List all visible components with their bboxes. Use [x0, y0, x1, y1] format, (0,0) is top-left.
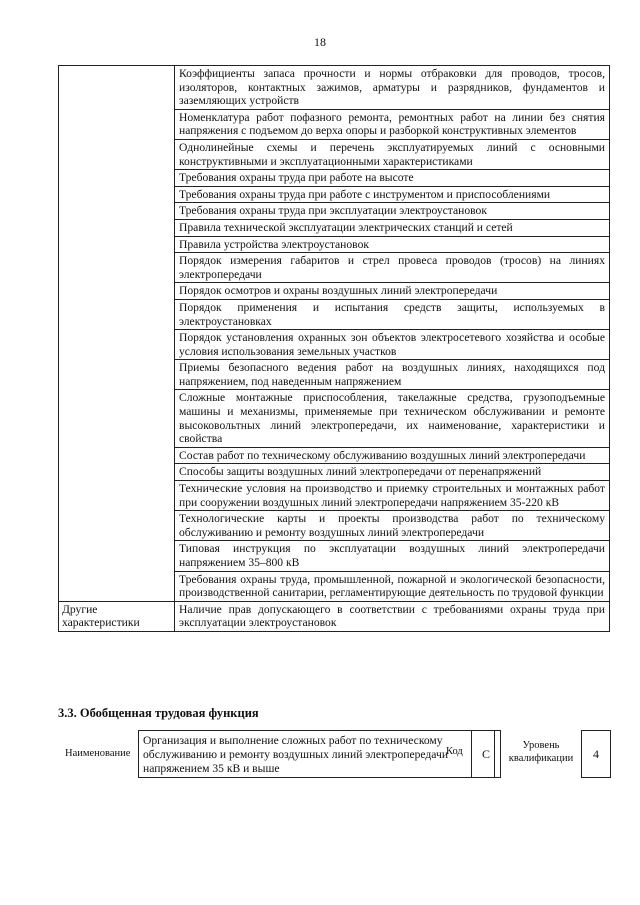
row-category-cell — [59, 170, 175, 187]
row-category-cell — [59, 330, 175, 360]
requirements-table — [58, 65, 610, 632]
table-row — [59, 360, 610, 390]
row-category-cell — [59, 203, 175, 220]
row-category-cell — [59, 283, 175, 300]
row-category-cell — [59, 186, 175, 203]
row-text-cell: Правила устройства электроустановок — [175, 236, 610, 253]
row-category-cell — [59, 481, 175, 511]
row-category-cell: Другие характеристики — [59, 601, 175, 631]
generalized-function-row — [58, 730, 618, 778]
level-label: Уровень квалификации — [508, 740, 574, 764]
table-row — [59, 511, 610, 541]
row-text-cell: Правила технической эксплуатации электрических станций и сетей — [175, 219, 610, 236]
row-category-cell — [59, 109, 175, 139]
table-row — [59, 299, 610, 329]
name-label: Наименование — [65, 748, 131, 759]
row-text-cell: Требования охраны труда при эксплуатации электроустановок — [175, 203, 610, 220]
table-row — [59, 571, 610, 601]
row-category-cell — [59, 299, 175, 329]
table-row — [59, 601, 610, 631]
row-category-cell — [59, 447, 175, 464]
row-text-cell: Состав работ по техническому обслуживанию воздушных линий электропередачи — [175, 447, 610, 464]
row-text-cell: Наличие прав допускающего в соответствии с требованиями охраны труда при эксплуатации электроустановок — [175, 601, 610, 631]
row-text-cell: Порядок применения и испытания средств защиты, используемых в электроустановках — [175, 299, 610, 329]
table-row — [59, 283, 610, 300]
page-number: 18 — [314, 35, 326, 49]
row-text-cell: Порядок измерения габаритов и стрел провеса проводов (тросов) на линиях электропередачи — [175, 253, 610, 283]
level-value-box: 4 — [581, 730, 611, 778]
row-category-cell — [59, 464, 175, 481]
row-text-cell: Порядок установления охранных зон объектов электросетевого хозяйства и особые условия использования земельных участков — [175, 330, 610, 360]
row-text-cell: Способы защиты воздушных линий электропередачи от перенапряжений — [175, 464, 610, 481]
row-text-cell: Приемы безопасного ведения работ на воздушных линиях, находящихся под напряжением, под наведенным напряжением — [175, 360, 610, 390]
section-title: 3.3. Обобщенная трудовая функция — [58, 706, 259, 720]
table-row — [59, 464, 610, 481]
table-row — [59, 139, 610, 169]
table-row — [59, 109, 610, 139]
table-row — [59, 330, 610, 360]
table-row — [59, 390, 610, 447]
table-row — [59, 66, 610, 110]
table-row — [59, 481, 610, 511]
row-text-cell: Требования охраны труда при работе на высоте — [175, 170, 610, 187]
code-label: Код — [446, 746, 463, 757]
row-category-cell — [59, 253, 175, 283]
table-row — [59, 203, 610, 220]
row-category-cell — [59, 360, 175, 390]
row-text-cell: Технические условия на производство и приемку строительных и монтажных работ при сооружении воздушных линий электропередачи напряжением 35-220 кВ — [175, 481, 610, 511]
name-value-box: Организация и выполнение сложных работ по техническому обслуживанию и ремонту воздушных линий электропередачи напряжением 35 кВ и выше — [138, 730, 495, 778]
row-category-cell — [59, 511, 175, 541]
table-row — [59, 236, 610, 253]
row-text-cell: Однолинейные схемы и перечень эксплуатируемых линий с основными конструктивными и эксплуатационными характеристиками — [175, 139, 610, 169]
code-value-box: С — [471, 730, 501, 778]
row-text-cell: Требования охраны труда, промышленной, пожарной и экологической безопасности, производственной санитарии, регламентирующие деятельность по трудовой функции — [175, 571, 610, 601]
table-row — [59, 186, 610, 203]
row-text-cell: Порядок осмотров и охраны воздушных линий электропередачи — [175, 283, 610, 300]
row-text-cell: Технологические карты и проекты производства работ по техническому обслуживанию и ремонту воздушных линий электропередачи — [175, 511, 610, 541]
row-text-cell: Требования охраны труда при работе с инструментом и приспособлениями — [175, 186, 610, 203]
row-text-cell: Типовая инструкция по эксплуатации воздушных линий электропередачи напряжением 35–800 кВ — [175, 541, 610, 571]
table-row — [59, 253, 610, 283]
row-category-cell — [59, 66, 175, 110]
row-text-cell: Сложные монтажные приспособления, такелажные средства, грузоподъемные машины и механизмы, применяемые при техническом обслуживании и ремонте высоковольтных линий электропередачи, их наименование, характеристики и свойства — [175, 390, 610, 447]
row-category-cell — [59, 219, 175, 236]
row-category-cell — [59, 571, 175, 601]
table-row — [59, 219, 610, 236]
row-category-cell — [59, 541, 175, 571]
row-text-cell: Номенклатура работ пофазного ремонта, ремонтных работ на линии без снятия напряжения с подъемом до верха опоры и разборкой конструктивных элементов — [175, 109, 610, 139]
table-row — [59, 170, 610, 187]
row-category-cell — [59, 236, 175, 253]
table-row — [59, 541, 610, 571]
row-category-cell — [59, 139, 175, 169]
row-text-cell: Коэффициенты запаса прочности и нормы отбраковки для проводов, тросов, изоляторов, контактных зажимов, арматуры и разрядников, фундаментов и заземляющих устройств — [175, 66, 610, 110]
table-row — [59, 447, 610, 464]
row-category-cell — [59, 390, 175, 447]
